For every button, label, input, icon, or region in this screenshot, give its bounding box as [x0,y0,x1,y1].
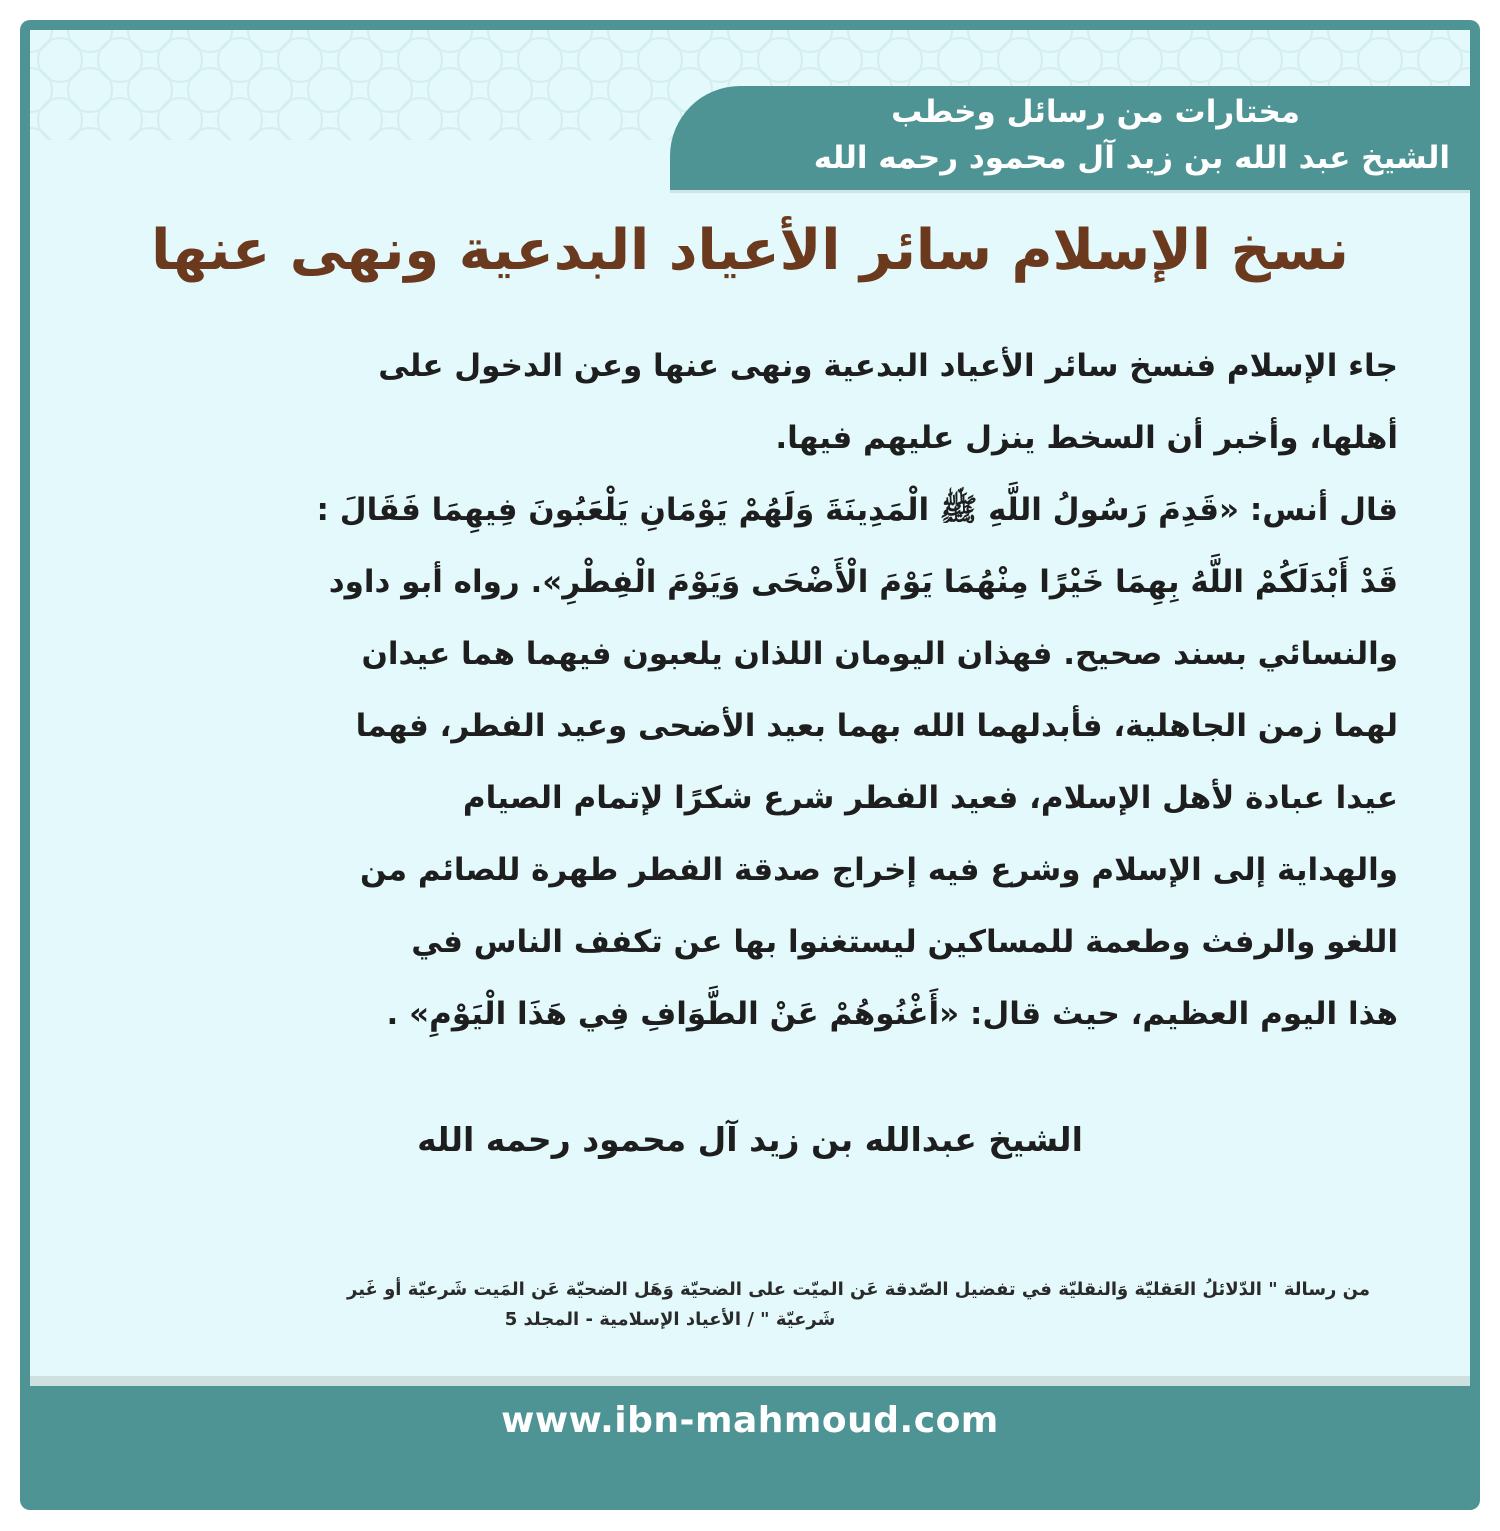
header-series-title: مختارات من رسائل وخطب [891,94,1300,130]
body-line: أهلها، وأخبر أن السخط ينزل عليهم فيها. [775,420,1398,456]
body-line: والنسائي بسند صحيح. فهذان اليومان اللذان يلعبون فيهما هما عيدان [361,636,1398,672]
website-link[interactable]: www.ibn-mahmoud.com [501,1400,999,1441]
body-line: جاء الإسلام فنسخ سائر الأعياد البدعية ونهى عنها وعن الدخول على [378,348,1398,384]
page-title: نسخ الإسلام سائر الأعياد البدعية ونهى عنها [151,218,1349,283]
header-band [670,86,1470,190]
body-line: هذا اليوم العظيم، حيث قال: «أَغْنُوهُمْ عَنْ الطَّوَافِ فِي هَذَا الْيَوْمِ» . [386,996,1398,1032]
content-panel [30,30,1470,1380]
source-line-1: من رسالة " الدّلائلُ العَقليّة وَالنقليّة في تفضيل الصّدقة عَن الميّت على الضحيّة وَهَل الضحيّة عَن المَيت شَرعيّة أو غَير [347,1279,1370,1300]
body-line: قال أنس: «قَدِمَ رَسُولُ اللَّهِ ﷺ الْمَدِينَةَ وَلَهُمْ يَوْمَانِ يَلْعَبُونَ فِيهِمَا فَقَالَ : [316,492,1398,528]
body-line: اللغو والرفث وطعمة للمساكين ليستغنوا بها عن تكفف الناس في [411,924,1398,960]
body-line: لهما زمن الجاهلية، فأبدلهما الله بهما بعيد الأضحى وعيد الفطر، فهما [355,708,1398,744]
author-signature: الشيخ عبدالله بن زيد آل محمود رحمه الله [417,1120,1083,1159]
panel-bottom-strip [30,1376,1470,1386]
article-body [98,330,1398,1050]
body-line: والهداية إلى الإسلام وشرع فيه إخراج صدقة الفطر طهرة للصائم من [360,852,1398,888]
source-citation [120,1275,1370,1335]
header-author-name: الشيخ عبد الله بن زيد آل محمود رحمه الله [813,140,1450,176]
body-line: قَدْ أَبْدَلَكُمْ اللَّهُ بِهِمَا خَيْرًا مِنْهُمَا يَوْمَ الْأَضْحَى وَيَوْمَ الْفِطْرِ». رواه أبو داود [328,564,1398,600]
body-line: عيدا عبادة لأهل الإسلام، فعيد الفطر شرع شكرًا لإتمام الصيام [462,780,1398,816]
source-line-2: شَرعيّة " / الأعياد الإسلامية - المجلد 5 [504,1309,836,1330]
